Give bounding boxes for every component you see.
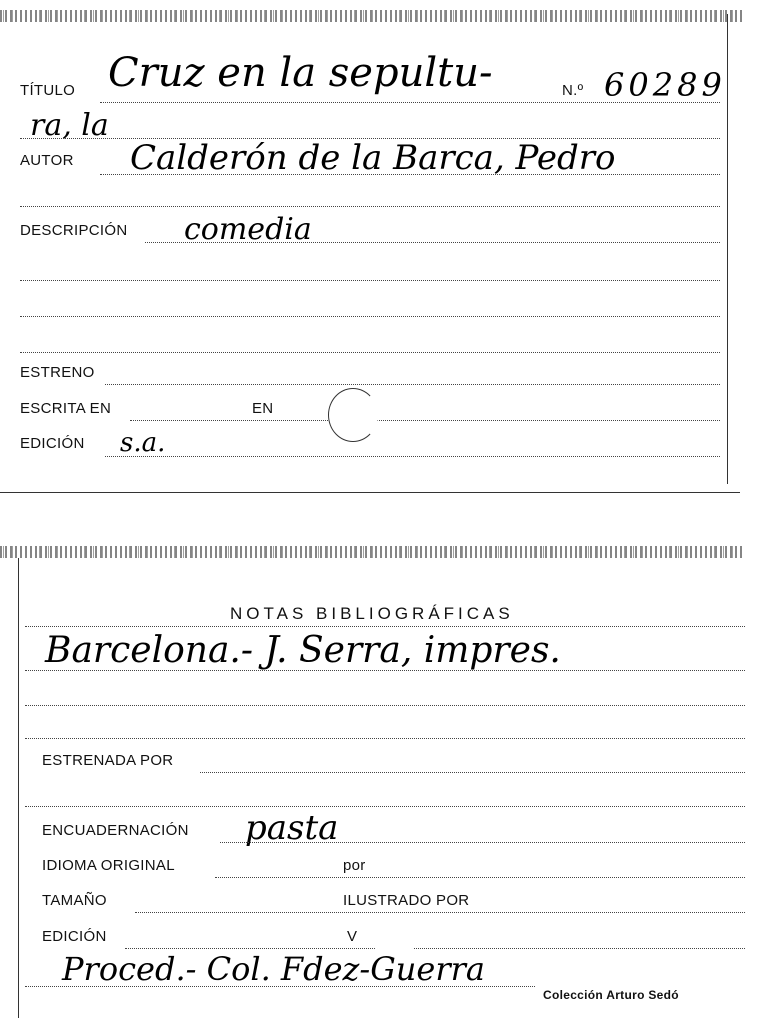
escrita-en-rule — [130, 420, 720, 421]
notas-heading: NOTAS BIBLIOGRÁFICAS — [230, 604, 514, 623]
card-left-border — [18, 558, 19, 1018]
procedencia-value: Proced.- Col. Fdez-Guerra — [62, 950, 485, 988]
titulo-value-line2: ra, la — [30, 108, 109, 143]
en-label: EN — [252, 400, 274, 417]
scan-edge — [0, 10, 745, 22]
estrenada-por-label: ESTRENADA POR — [42, 752, 174, 769]
estrenada-por-rule — [200, 772, 745, 773]
por-label: por — [343, 857, 366, 874]
blank-rule-1 — [25, 670, 745, 671]
card-bottom-border — [0, 492, 740, 493]
idioma-rule — [215, 877, 745, 878]
ilustrado-por-label: ILUSTRADO POR — [343, 892, 470, 909]
edicion-label: EDICIÓN — [42, 928, 107, 945]
titulo-label: TÍTULO — [20, 82, 76, 99]
encuadernacion-rule — [220, 842, 745, 843]
autor-rule — [100, 174, 720, 175]
blank-rule-2 — [20, 280, 720, 281]
titulo-value-line1: Cruz en la sepultu- — [108, 50, 493, 96]
titulo-rule — [100, 102, 720, 103]
estreno-rule — [105, 384, 720, 385]
punch-hole — [328, 388, 378, 442]
edicion-label: EDICIÓN — [20, 435, 85, 452]
tamano-label: TAMAÑO — [42, 892, 107, 909]
scan-edge — [0, 546, 745, 558]
descripcion-rule — [145, 242, 720, 243]
blank-rule-4 — [20, 352, 720, 353]
blank-rule-1 — [20, 206, 720, 207]
tamano-rule — [135, 912, 745, 913]
encuadernacion-value: pasta — [245, 808, 339, 848]
numero-value: 60289 — [604, 66, 726, 104]
blank-rule-3 — [20, 316, 720, 317]
blank-rule-3 — [25, 738, 745, 739]
v-label: V — [347, 928, 358, 945]
estreno-label: ESTRENO — [20, 364, 95, 381]
escrita-en-label: ESCRITA EN — [20, 400, 112, 417]
notas-value: Barcelona.- J. Serra, impres. — [45, 630, 561, 671]
edicion-rule — [105, 456, 720, 457]
descripcion-value: comedia — [184, 212, 312, 247]
encuadernacion-label: ENCUADERNACIÓN — [42, 822, 189, 839]
edicion-rule — [125, 948, 745, 949]
catalog-card-front — [0, 0, 759, 500]
notas-rule — [25, 626, 745, 627]
autor-value: Calderón de la Barca, Pedro — [130, 138, 616, 178]
descripcion-label: DESCRIPCIÓN — [20, 222, 128, 239]
card-right-border — [727, 14, 728, 484]
blank-rule-4 — [25, 806, 745, 807]
numero-label: N.º — [562, 82, 584, 99]
edicion-value: s.a. — [120, 428, 166, 458]
blank-rule-2 — [25, 705, 745, 706]
procedencia-rule — [25, 986, 535, 987]
autor-label: AUTOR — [20, 152, 74, 169]
idioma-original-label: IDIOMA ORIGINAL — [42, 857, 175, 874]
coleccion-label: Colección Arturo Sedó — [543, 988, 679, 1002]
catalog-card-back — [0, 540, 759, 1028]
